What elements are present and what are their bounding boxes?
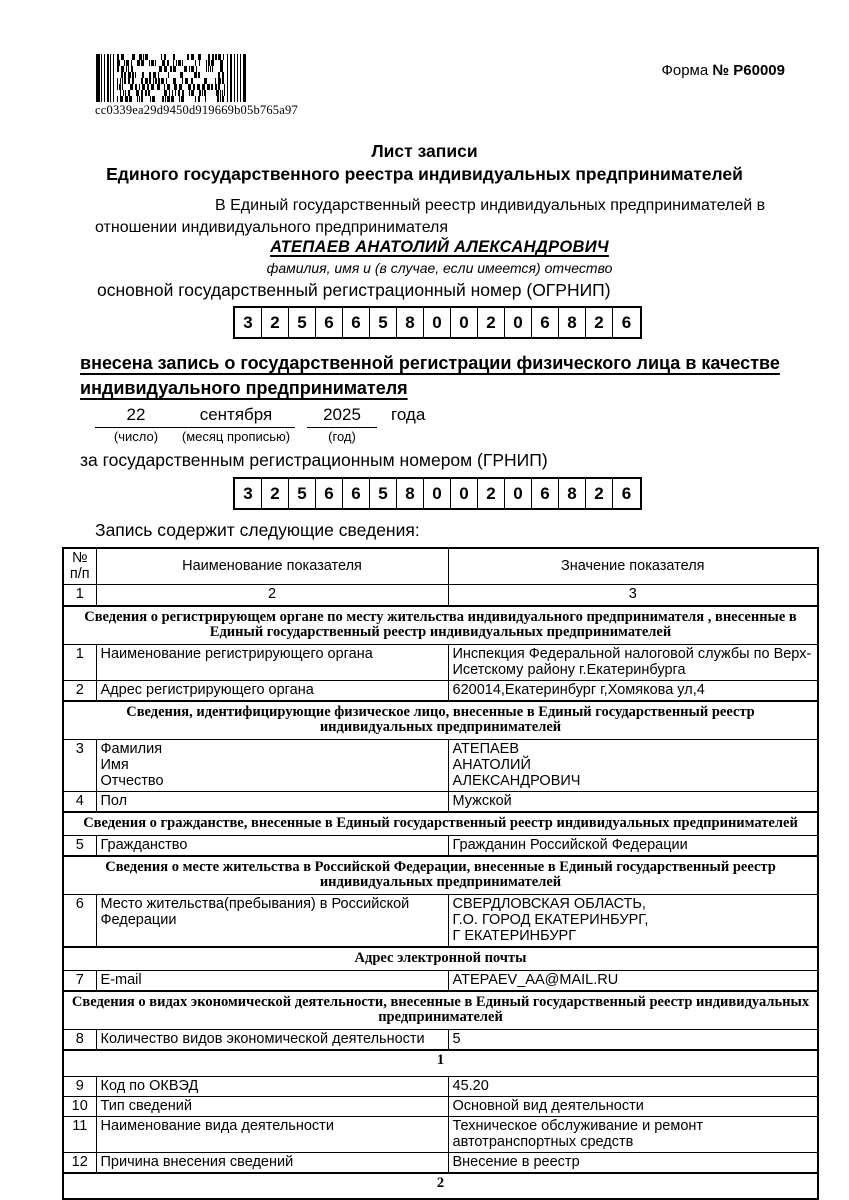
indicator-name: Пол (96, 792, 448, 813)
column-numbers-row (63, 584, 818, 606)
indicator-value: АТЕПАЕВ АНАТОЛИЙ АЛЕКСАНДРОВИЧ (448, 740, 818, 792)
date-day-field (95, 404, 177, 445)
grnip-digit: 6 (532, 479, 559, 508)
form-number-label: Форма (661, 62, 713, 79)
column-header: № п/п (63, 548, 96, 584)
section-header: Сведения, идентифицирующие физическое лицо, внесенные в Единый государственный реестр индивидуальных предпринимателей (63, 701, 818, 740)
ogrnip-digit: 6 (316, 308, 343, 337)
subsection-number: 1 (63, 1050, 818, 1076)
date-month-field (177, 404, 295, 445)
ogrnip-label: основной государственный регистрационный номер (ОГРНИП) (97, 280, 611, 300)
ogrnip-digit-boxes (233, 306, 642, 339)
ogrnip-digit: 8 (559, 308, 586, 337)
table-row (63, 740, 818, 792)
table-row (63, 1030, 818, 1051)
row-number: 4 (63, 792, 96, 813)
ogrnip-digit: 0 (451, 308, 478, 337)
column-number: 1 (63, 584, 96, 606)
grnip-digit: 0 (451, 479, 478, 508)
table-row (63, 1096, 818, 1116)
row-number: 3 (63, 740, 96, 792)
indicator-value: Инспекция Федеральной налоговой службы по Верх-Исетскому району г.Екатеринбурга (448, 645, 818, 681)
indicator-value: 45.20 (448, 1076, 818, 1096)
grnip-digit-boxes (233, 477, 642, 510)
indicator-name: Фамилия Имя Отчество (96, 740, 448, 792)
date-month-value: сентября (177, 404, 295, 428)
date-day-label: (число) (113, 429, 159, 444)
table-row (63, 645, 818, 681)
table-intro: Запись содержит следующие сведения: (95, 520, 420, 540)
grnip-digit: 0 (505, 479, 532, 508)
ogrnip-digit: 5 (289, 308, 316, 337)
grnip-label: за государственным регистрационным номером (ГРНИП) (80, 450, 548, 470)
date-month-label: (месяц прописью) (181, 429, 291, 444)
column-header: Значение показателя (448, 548, 818, 584)
column-number: 3 (448, 584, 818, 606)
subsection-number: 2 (63, 1173, 818, 1199)
grnip-digit: 3 (235, 479, 262, 508)
ogrnip-digit: 2 (262, 308, 289, 337)
ogrnip-digit: 6 (343, 308, 370, 337)
indicator-name: Причина внесения сведений (96, 1152, 448, 1173)
grnip-digit: 8 (397, 479, 424, 508)
ogrnip-digit: 8 (397, 308, 424, 337)
ogrnip-digit: 6 (621, 312, 632, 332)
name-hint: фамилия, имя и (в случае, если имеется) отчество (266, 260, 613, 276)
indicator-name: Место жительства(пребывания) в Российской Федерации (96, 895, 448, 948)
date-year-label: (год) (328, 429, 356, 444)
date-year-field (307, 404, 377, 445)
row-number: 10 (63, 1096, 96, 1116)
row-number: 8 (63, 1030, 96, 1051)
intro-line-1: В Единый государственный реестр индивидуальных предпринимателей в (215, 197, 766, 214)
form-number-value: № Р60009 (712, 62, 785, 79)
intro-line-2: отношении индивидуального предпринимателя (95, 219, 449, 236)
section-row (63, 856, 818, 895)
table-row (63, 971, 818, 992)
section-row (63, 606, 818, 645)
grnip-digit: 6 (316, 479, 343, 508)
subsection-row (63, 1050, 818, 1076)
indicator-name: Код по ОКВЭД (96, 1076, 448, 1096)
grnip-digit: 6 (621, 483, 632, 503)
indicator-value: Основной вид деятельности (448, 1096, 818, 1116)
barcode-caption: cc0339ea29d9450d919669b05b765a97 (95, 103, 298, 117)
column-header: Наименование показателя (96, 548, 448, 584)
section-header: Сведения о гражданстве, внесенные в Единый государственный реестр индивидуальных предпринимателей (63, 812, 818, 836)
indicator-name: E-mail (96, 971, 448, 992)
indicator-name: Наименование регистрирующего органа (96, 645, 448, 681)
grnip-digit: 5 (289, 479, 316, 508)
grnip-digit: 0 (424, 479, 451, 508)
registration-date (95, 404, 425, 445)
ogrnip-digit: 5 (370, 308, 397, 337)
section-header: Сведения о регистрирующем органе по месту жительства индивидуального предпринимателя , внесенные в Единый государственный реестр индивидуальных предпринимателей (63, 606, 818, 645)
row-number: 6 (63, 895, 96, 948)
section-header: Сведения о видах экономической деятельности, внесенные в Единый государственный реестр индивидуальных предпринимателей (63, 991, 818, 1030)
row-number: 9 (63, 1076, 96, 1096)
indicator-name: Тип сведений (96, 1096, 448, 1116)
section-row (63, 947, 818, 971)
row-number: 12 (63, 1152, 96, 1173)
row-number: 5 (63, 836, 96, 857)
row-number: 2 (63, 681, 96, 702)
section-row (63, 812, 818, 836)
table-row (63, 1116, 818, 1152)
ogrnip-digit: 2 (586, 308, 613, 337)
form-number (661, 62, 785, 79)
grnip-digit: 5 (370, 479, 397, 508)
table-row (63, 681, 818, 702)
indicator-value: СВЕРДЛОВСКАЯ ОБЛАСТЬ, Г.О. ГОРОД ЕКАТЕРИНБУРГ, Г ЕКАТЕРИНБУРГ (448, 895, 818, 948)
grnip-digit: 2 (586, 479, 613, 508)
record-table (62, 547, 819, 1200)
indicator-value: Гражданин Российской Федерации (448, 836, 818, 857)
column-number: 2 (96, 584, 448, 606)
row-number: 11 (63, 1116, 96, 1152)
grnip-digit: 8 (559, 479, 586, 508)
section-header: Сведения о месте жительства в Российской Федерации, внесенные в Единый государственный реестр индивидуальных предпринимателей (63, 856, 818, 895)
table-row (63, 1076, 818, 1096)
grnip-digit: 2 (478, 479, 505, 508)
table-row (63, 895, 818, 948)
table-header-row (63, 548, 818, 584)
table-row (63, 792, 818, 813)
indicator-value: Техническое обслуживание и ремонт автотранспортных средств (448, 1116, 818, 1152)
pdf417-barcode-icon (96, 54, 246, 102)
indicator-value: Мужской (448, 792, 818, 813)
indicator-name: Адрес регистрирующего органа (96, 681, 448, 702)
date-day-value: 22 (95, 404, 177, 428)
date-year-value: 2025 (307, 404, 377, 428)
title-line-2: Единого государственного реестра индивидуальных предпринимателей (106, 164, 743, 184)
table-row (63, 836, 818, 857)
indicator-name: Наименование вида деятельности (96, 1116, 448, 1152)
table-row (63, 1152, 818, 1173)
row-number: 7 (63, 971, 96, 992)
grnip-digit: 2 (262, 479, 289, 508)
section-row (63, 701, 818, 740)
ogrnip-digit: 2 (478, 308, 505, 337)
subsection-row (63, 1173, 818, 1199)
indicator-value: ATEPAEV_AA@MAIL.RU (448, 971, 818, 992)
indicator-value: Внесение в реестр (448, 1152, 818, 1173)
title-line-1: Лист записи (371, 141, 478, 161)
ogrnip-digit: 0 (505, 308, 532, 337)
document-title (0, 140, 849, 186)
indicator-name: Количество видов экономической деятельности (96, 1030, 448, 1051)
indicator-name: Гражданство (96, 836, 448, 857)
registration-statement: внесена запись о государственной регистрации физического лица в качестве индивидуального предпринимателя (80, 353, 780, 398)
section-header: Адрес электронной почты (63, 947, 818, 971)
ogrnip-digit: 3 (235, 308, 262, 337)
indicator-value: 620014,Екатеринбург г,Хомякова ул,4 (448, 681, 818, 702)
entrepreneur-name: АТЕПАЕВ АНАТОЛИЙ АЛЕКСАНДРОВИЧ (270, 238, 609, 256)
ogrnip-digit: 0 (424, 308, 451, 337)
date-suffix: года (391, 405, 426, 424)
section-row (63, 991, 818, 1030)
row-number: 1 (63, 645, 96, 681)
grnip-digit: 6 (343, 479, 370, 508)
indicator-value: 5 (448, 1030, 818, 1051)
ogrnip-digit: 6 (532, 308, 559, 337)
